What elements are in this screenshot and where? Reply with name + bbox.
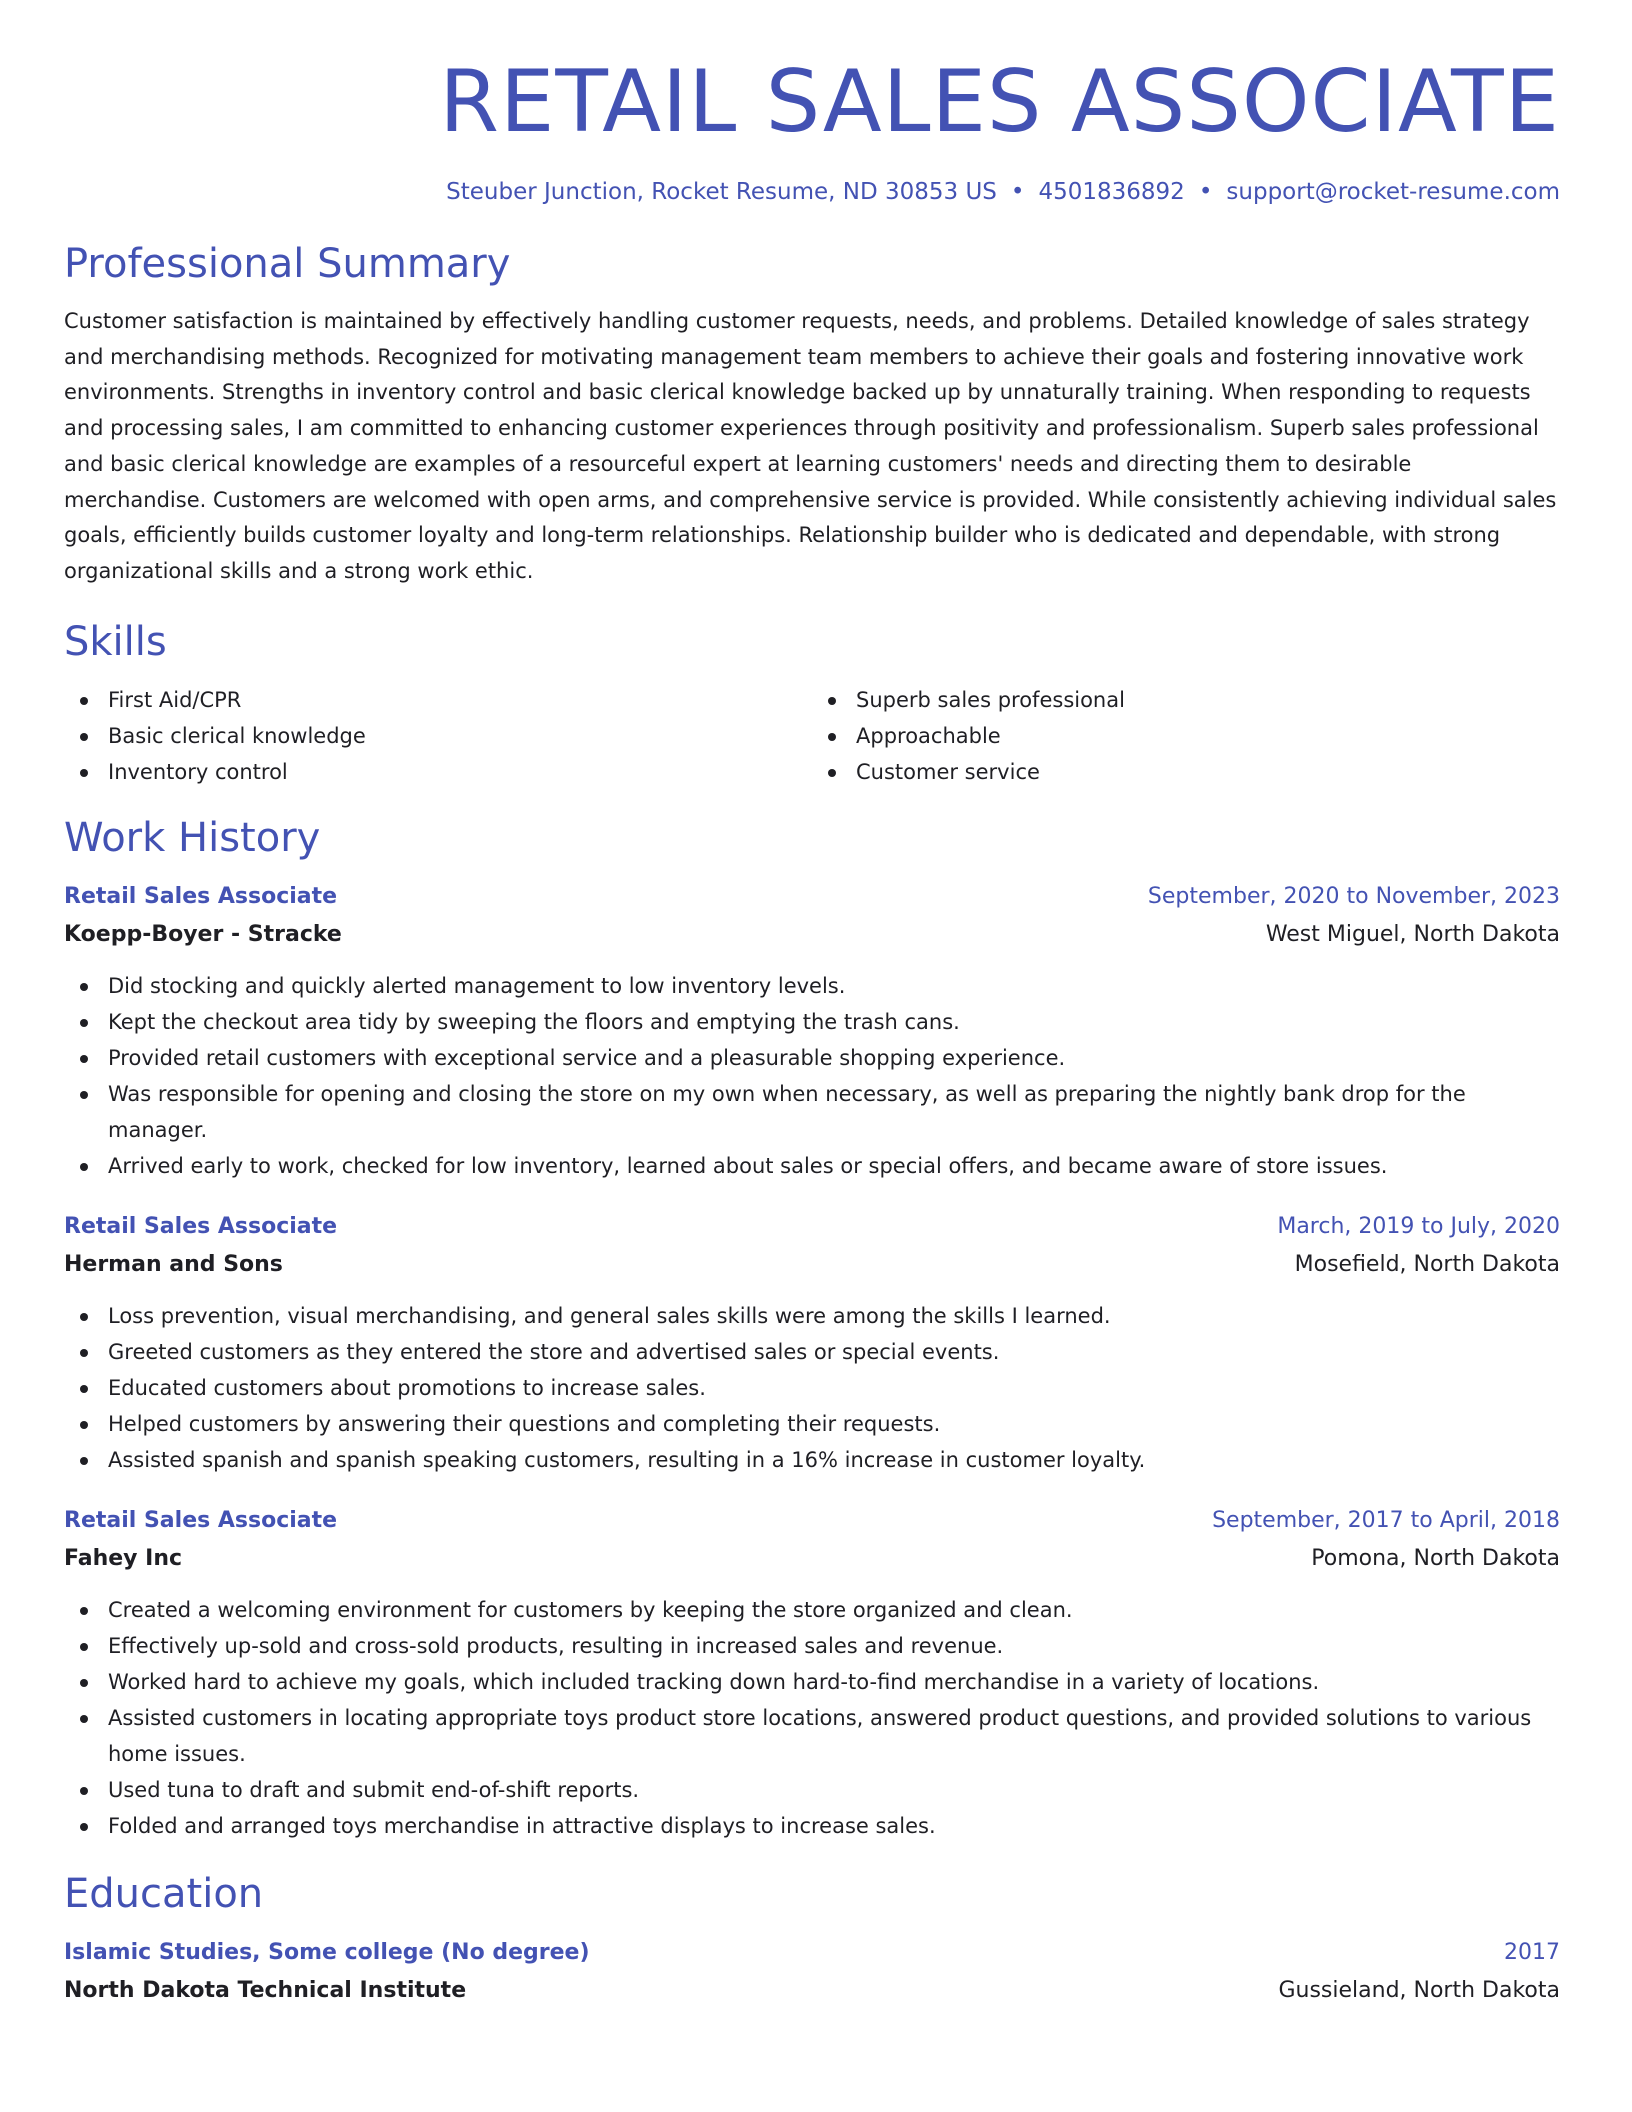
skill-item: Approachable (812, 718, 1560, 754)
skill-item: First Aid/CPR (64, 682, 812, 718)
job-title: Retail Sales Associate (64, 883, 338, 909)
job-bullet: Provided retail customers with exceptional service and a pleasurable shopping experience. (64, 1040, 1560, 1076)
contact-address: Steuber Junction, Rocket Resume, ND 30853 US (446, 179, 997, 205)
job-bullets (64, 1298, 1560, 1478)
job-bullet: Loss prevention, visual merchandising, and general sales skills were among the skills I learned. (64, 1298, 1560, 1334)
resume-content (64, 52, 1560, 2034)
job-title: Retail Sales Associate (64, 1507, 338, 1533)
education-year: 2017 (1504, 1939, 1560, 1965)
job-dates: September, 2017 to April, 2018 (1212, 1507, 1560, 1533)
job-dates: September, 2020 to November, 2023 (1147, 883, 1560, 909)
skill-item: Superb sales professional (812, 682, 1560, 718)
skills-list (64, 682, 1560, 790)
job-bullet: Used tuna to draft and submit end-of-shift reports. (64, 1772, 1560, 1808)
skills-column-left (64, 682, 812, 790)
job-bullet: Was responsible for opening and closing the store on my own when necessary, as well as preparing the nightly bank drop for the manager. (64, 1076, 1560, 1148)
resume-title: RETAIL SALES ASSOCIATE (439, 52, 1560, 152)
job-entry (64, 1208, 1560, 1478)
job-bullet: Worked hard to achieve my goals, which included tracking down hard-to-find merchandise in a variety of locations. (64, 1664, 1560, 1700)
job-company: Herman and Sons (64, 1251, 283, 1277)
education-location: Gussieland, North Dakota (1278, 1977, 1560, 2003)
contact-separator: • (1010, 179, 1025, 205)
job-bullet: Effectively up-sold and cross-sold products, resulting in increased sales and revenue. (64, 1628, 1560, 1664)
skill-item: Basic clerical knowledge (64, 718, 812, 754)
section-title-work-history: Work History (64, 814, 321, 861)
job-company: Koepp-Boyer - Stracke (64, 921, 342, 947)
section-title-education: Education (64, 1870, 264, 1917)
job-bullets (64, 968, 1560, 1184)
job-bullet: Helped customers by answering their questions and completing their requests. (64, 1406, 1560, 1442)
job-location: Pomona, North Dakota (1311, 1545, 1560, 1571)
education-degree: Islamic Studies, Some college (No degree) (64, 1939, 590, 1965)
job-bullets (64, 1592, 1560, 1844)
job-bullet: Greeted customers as they entered the store and advertised sales or special events. (64, 1334, 1560, 1370)
job-bullet: Assisted spanish and spanish speaking customers, resulting in a 16% increase in customer loyalty. (64, 1442, 1560, 1478)
section-title-summary: Professional Summary (64, 241, 511, 287)
job-location: West Miguel, North Dakota (1265, 921, 1560, 947)
job-dates: March, 2019 to July, 2020 (1277, 1213, 1560, 1239)
job-bullet: Educated customers about promotions to increase sales. (64, 1370, 1560, 1406)
contact-separator: • (1198, 179, 1213, 205)
skills-column-right (812, 682, 1560, 790)
contact-line (64, 176, 1560, 208)
job-title: Retail Sales Associate (64, 1213, 338, 1239)
summary-text: Customer satisfaction is maintained by effectively handling customer requests, needs, and problems. Detailed knowledge of sales strategy and merchandising methods. Recognized for motivating management team members to achieve their goals and fostering innovative work environments. Strengths in inventory control and basic clerical knowledge backed up by unnaturally training. When responding to requests and processing sales, I am committed to enhancing customer experiences through positivity and professionalism. Superb sales professional and basic clerical knowledge are examples of a resourceful expert at learning customers' needs and directing them to desirable merchandise. Customers are welcomed with open arms, and comprehensive service is provided. While consistently achieving individual sales goals, efficiently builds customer loyalty and long-term relationships. Relationship builder who is dedicated and dependable, with strong organizational skills and a strong work ethic. (64, 309, 1557, 583)
section-title-skills: Skills (64, 618, 167, 665)
job-bullet: Assisted customers in locating appropriate toys product store locations, answered product questions, and provided solutions to various home issues. (64, 1700, 1560, 1772)
contact-email: support@rocket-resume.com (1226, 179, 1560, 205)
job-company: Fahey Inc (64, 1545, 183, 1571)
education-entry (64, 1934, 1560, 2010)
job-bullet: Created a welcoming environment for customers by keeping the store organized and clean. (64, 1592, 1560, 1628)
job-bullet: Kept the checkout area tidy by sweeping the floors and emptying the trash cans. (64, 1004, 1560, 1040)
job-location: Mosefield, North Dakota (1294, 1251, 1560, 1277)
skill-item: Inventory control (64, 754, 812, 790)
skill-item: Customer service (812, 754, 1560, 790)
job-entry (64, 878, 1560, 1184)
job-bullet: Folded and arranged toys merchandise in attractive displays to increase sales. (64, 1808, 1560, 1844)
contact-phone: 4501836892 (1038, 179, 1185, 205)
job-entry (64, 1502, 1560, 1844)
job-bullet: Did stocking and quickly alerted management to low inventory levels. (64, 968, 1560, 1004)
education-school: North Dakota Technical Institute (64, 1977, 467, 2003)
job-bullet: Arrived early to work, checked for low inventory, learned about sales or special offers, and became aware of store issues. (64, 1148, 1560, 1184)
